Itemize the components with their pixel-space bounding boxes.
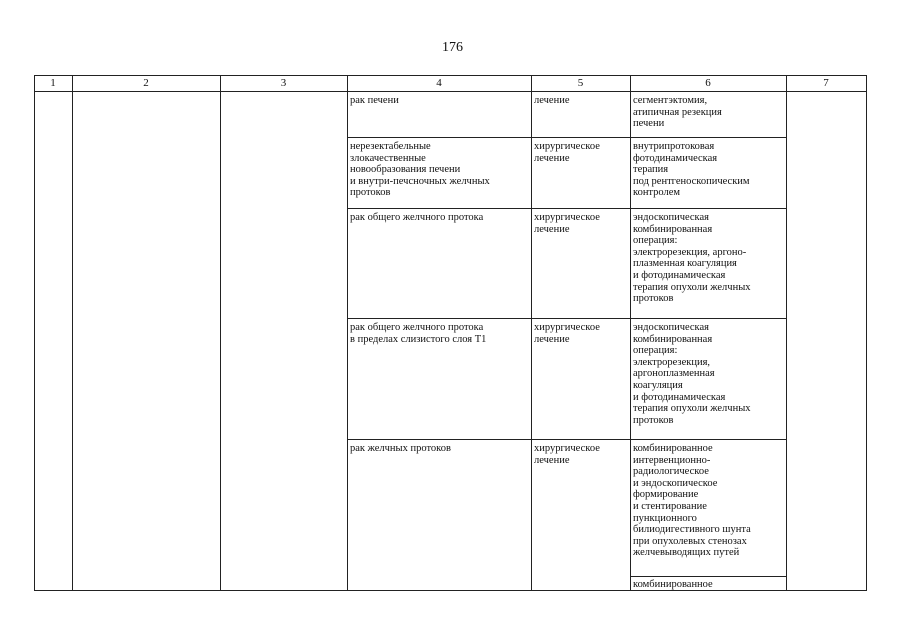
column-header: 1: [50, 77, 56, 89]
column-header: 4: [436, 77, 442, 89]
table-cell-diagnosis: рак желчных протоков: [350, 443, 451, 454]
table-cell-method: сегментэктомия, атипичная резекция печени: [633, 95, 722, 130]
row-divider: [347, 208, 786, 209]
row-divider: [347, 318, 786, 319]
table-cell-diagnosis: нерезектабельные злокачественные новообразования печени и внутри-печсночных желчных протоков: [350, 141, 490, 199]
table-cell-method: комбинированное: [633, 579, 713, 590]
row-divider: [347, 137, 786, 138]
table-cell-treatment: хирургическое лечение: [534, 322, 600, 345]
column-header: 7: [823, 77, 829, 89]
header-bottom-border: [34, 91, 866, 92]
row-divider: [347, 439, 786, 440]
column-header: 2: [143, 77, 149, 89]
column-border: [630, 75, 631, 591]
table-cell-method: комбинированное интервенционно- радиологическое и эндоскопическое формирование и стентирование пункционного билиодигестивного шунта при опухолевых стенозах желчевыводящих путей: [633, 443, 751, 559]
table-cell-diagnosis: рак печени: [350, 95, 399, 106]
table-cell-diagnosis: рак общего желчного протока: [350, 212, 484, 223]
column-header: 6: [705, 77, 711, 89]
column-border: [220, 75, 221, 591]
row-divider: [630, 576, 786, 577]
column-border: [866, 75, 867, 591]
table-cell-treatment: хирургическое лечение: [534, 141, 600, 164]
page-number: 176: [442, 40, 463, 55]
column-border: [786, 75, 787, 591]
table-cell-treatment: лечение: [534, 95, 570, 106]
column-border: [531, 75, 532, 591]
table-cell-method: внутрипротоковая фотодинамическая терапия под рентгеноскопическим контролем: [633, 141, 750, 199]
column-border: [34, 75, 35, 591]
column-header: 3: [280, 77, 287, 89]
table-cell-diagnosis: рак общего желчного протока в пределах слизистого слоя T1: [350, 322, 487, 345]
table-cell-treatment: хирургическое лечение: [534, 212, 600, 235]
column-border: [72, 75, 73, 591]
table-cell-method: эндоскопическая комбинированная операция: электрорезекция, аргоно- плазменная коагуляция и фотодинамическая терапия опухоли желчных протоков: [633, 212, 751, 305]
column-header: 5: [577, 77, 584, 89]
table-cell-treatment: хирургическое лечение: [534, 443, 600, 466]
table-cell-method: эндоскопическая комбинированная операция: электрорезекция, аргоноплазменная коагуляция и фотодинамическая терапия опухоли желчных протоков: [633, 322, 751, 426]
column-border: [347, 75, 348, 591]
